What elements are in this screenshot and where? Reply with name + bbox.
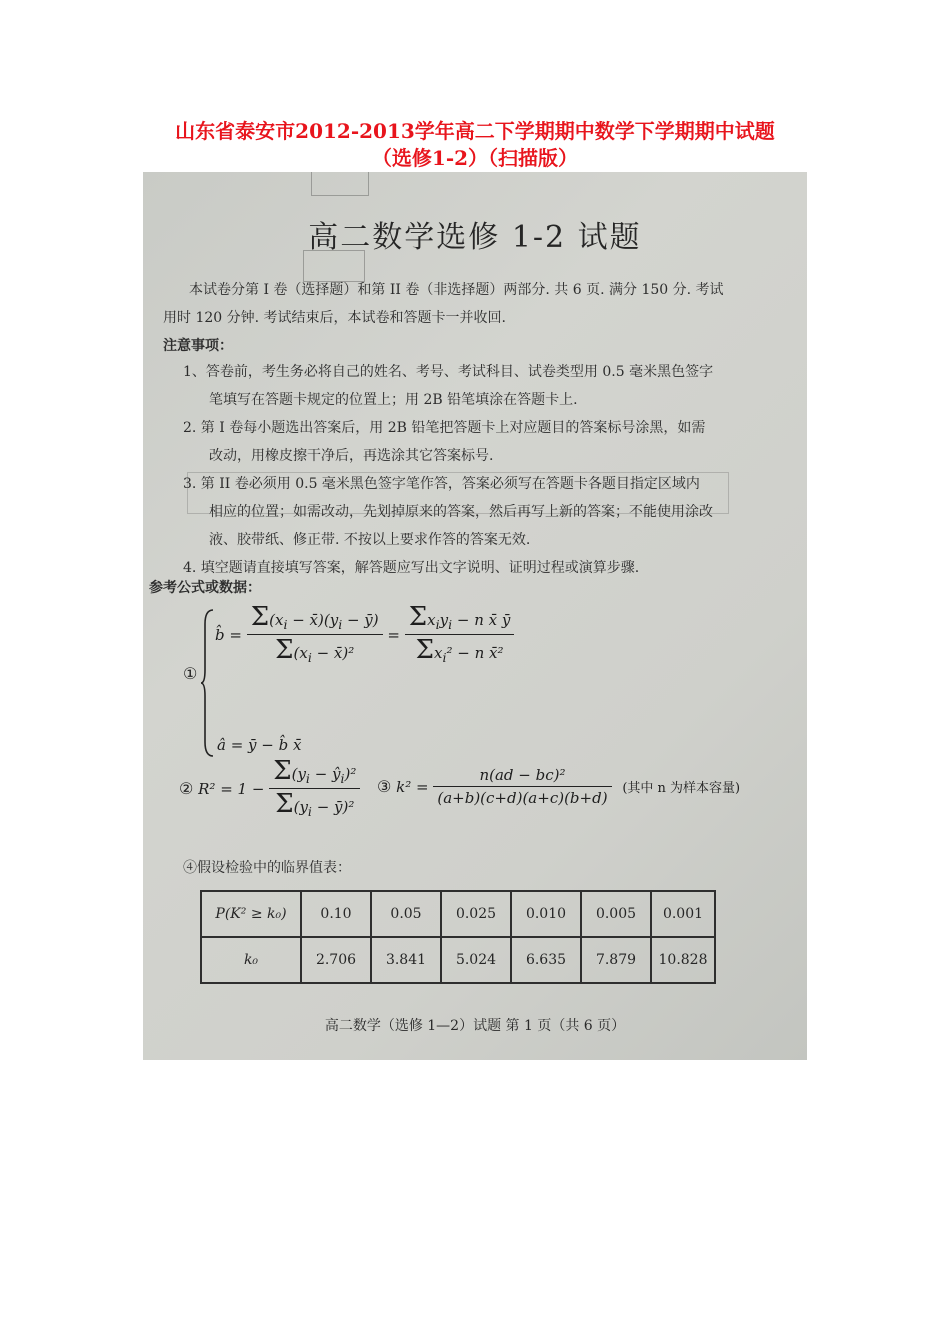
formula-regression (183, 604, 523, 774)
note-2-line-2: 改动，用橡皮擦干净后，再选涂其它答案标号. (209, 448, 494, 464)
left-brace (201, 608, 215, 758)
formula-k-squared: ③ k² = $\frac{\text{n(ad − bc)²}}{(a+b)(c+d)(a+c)(b+d)}$ (其中 n 为样本容量) (377, 766, 741, 807)
table-cell: 10.828 (651, 937, 715, 983)
notes-list (183, 356, 793, 582)
note-3-line-1: 3. 第 II 卷必须用 0.5 毫米黑色签字笔作答，答案必须写在答题卡各题目指定区域内 (183, 476, 700, 492)
formula-r-squared: ② R² = 1 − $\frac{\Sigma(y_i - ŷ_i)^2}{\Sigma(y_i - ȳ)^2}$ (179, 758, 360, 819)
b-hat-equation: b̂ = $\frac{\Sigma(x_i - x̄)(y_i - ȳ)}{\Sigma(x_i - x̄)^2}$ = $\frac{\Sigma x_iy_i - n x̄ ȳ}{\Sigma x_i^2 - n x̄^2}$ (215, 604, 514, 665)
bleed-through-box (311, 172, 369, 196)
note-item (183, 358, 793, 414)
k-squared-fraction: $\frac{\text{n(ad − bc)²}}{(a+b)(c+d)(a+c)(b+d)}$ (433, 766, 611, 807)
note-3-line-3: 液、胶带纸、修正带. 不按以上要求作答的答案无效. (209, 532, 531, 548)
note-1-line-1: 1、答卷前，考生务必将自己的姓名、考号、考试科目、试卷类型用 0.5 毫米黑色签字 (183, 364, 714, 380)
note-item (183, 554, 793, 582)
table-cell: 0.005 (581, 891, 651, 937)
table-cell: 2.706 (301, 937, 371, 983)
table-row (201, 891, 715, 937)
critical-value-table (200, 890, 716, 984)
note-4-line-1: 4. 填空题请直接填写答案，解答题应写出文字说明、证明过程或演算步骤. (183, 560, 640, 576)
scanned-exam-page (143, 172, 807, 1060)
exam-title: 高二数学选修 1-2 试题 (308, 220, 642, 255)
note-2-line-1: 2. 第 I 卷每小题选出答案后，用 2B 铅笔把答题卡上对应题目的答案标号涂黑，如需 (183, 420, 706, 436)
table-row-header: P(K² ≥ k₀) (201, 891, 301, 937)
title-line-1: 山东省泰安市2012-2013学年高二下学期期中数学下学期期中试题 (175, 119, 775, 143)
document-title (0, 118, 950, 172)
intro-line-2: 用时 120 分钟. 考试结束后，本试卷和答题卡一并收回. (163, 310, 506, 326)
formula-heading: 参考公式或数据： (149, 580, 261, 596)
table-row (201, 937, 715, 983)
note-3-line-2: 相应的位置；如需改动，先划掉原来的答案，然后再写上新的答案；不能使用涂改 (209, 504, 713, 520)
title-line-2: （选修1-2）（扫描版） (371, 146, 579, 170)
table-cell: 0.025 (441, 891, 511, 937)
exam-intro (163, 276, 793, 332)
table-cell: 0.001 (651, 891, 715, 937)
b-hat-fraction-1: $\frac{\Sigma(x_i - x̄)(y_i - ȳ)}{\Sigma(x_i - x̄)^2}$ (247, 604, 383, 665)
intro-line-1: 本试卷分第 I 卷（选择题）和第 II 卷（非选择题）两部分. 共 6 页. 满分 150 分. 考试 (189, 282, 724, 298)
sample-size-note: (其中 n 为样本容量) (622, 781, 741, 796)
formula-2-label: ② (179, 779, 194, 798)
notes-heading: 注意事项： (163, 338, 233, 354)
table-row-header: k₀ (201, 937, 301, 983)
page-footer: 高二数学（选修 1—2）试题 第 1 页（共 6 页） (324, 1018, 626, 1034)
a-hat-equation: â = ȳ − b̂ x̄ (217, 736, 302, 754)
table-cell: 3.841 (371, 937, 441, 983)
formula-3-label: ③ (377, 777, 392, 796)
formula-1-label: ① (183, 664, 198, 683)
note-item (183, 470, 793, 554)
note-item (183, 414, 793, 470)
b-hat-fraction-2: $\frac{\Sigma x_iy_i - n x̄ ȳ}{\Sigma x_i^2 - n x̄^2}$ (405, 604, 515, 665)
table-cell: 6.635 (511, 937, 581, 983)
r-squared-fraction: $\frac{\Sigma(y_i - ŷ_i)^2}{\Sigma(y_i - ȳ)^2}$ (269, 758, 360, 819)
table-cell: 0.010 (511, 891, 581, 937)
table-cell: 7.879 (581, 937, 651, 983)
table-cell: 0.05 (371, 891, 441, 937)
critical-table-heading: ④假设检验中的临界值表： (183, 860, 351, 876)
table-cell: 0.10 (301, 891, 371, 937)
note-1-line-2: 笔填写在答题卡规定的位置上；用 2B 铅笔填涂在答题卡上. (209, 392, 578, 408)
table-cell: 5.024 (441, 937, 511, 983)
